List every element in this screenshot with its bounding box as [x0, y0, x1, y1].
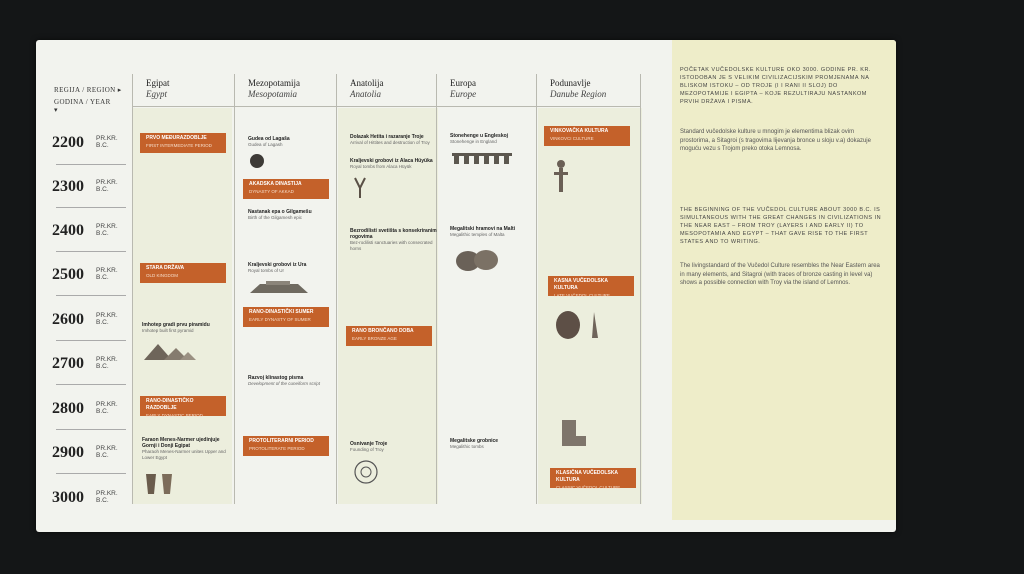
- year-arrow-icon: ▾: [54, 106, 58, 114]
- event-megalithic-tombs: Megalitske grobnice Megalithic tombs: [450, 438, 499, 449]
- year-row: [52, 444, 132, 474]
- year-value: 2700: [52, 355, 84, 372]
- gudea-head-icon: [248, 152, 266, 170]
- year-value: 2500: [52, 266, 84, 283]
- period-vinkovci: VINKOVAČKA KULTURA VINKOVCI CULTURE: [544, 126, 630, 146]
- column-name: Anatolija: [350, 78, 384, 88]
- column-name-en: Egypt: [146, 89, 167, 99]
- vucedol-boot-icon: [556, 418, 588, 448]
- year-row: [52, 266, 132, 296]
- header-rule: [132, 106, 640, 107]
- period-early-dynastic: RANO-DINASTIČKO RAZDOBLJE EARLY DYNASTIC PERIOD: [140, 396, 226, 416]
- stonehenge-icon: [452, 151, 512, 165]
- grid-line: [640, 74, 641, 504]
- ziggurat-icon: [248, 280, 310, 294]
- column-name: Mezopotamija: [248, 78, 300, 88]
- event-gudea: Gudea od Lagaša Gudea of Lagash: [248, 136, 290, 147]
- pyramids-icon: [142, 340, 198, 362]
- timeline-panel: [36, 40, 896, 532]
- period-early-sumer: RANO-DINASTIČKI SUMER EARLY DYNASTY OF SUMER: [243, 307, 329, 327]
- column-name: Podunavlje: [550, 78, 591, 88]
- event-alaca: Kraljevski grobovi iz Alaca Hüyüka Royal tombs from Alaca Hüyük: [350, 158, 433, 169]
- event-gilgamesh: Nastanak epa o Gilgamešu Birth of the Gilgamesh epic: [248, 209, 312, 220]
- info-side-panel: [672, 40, 896, 520]
- year-suffix: PR.KR. B.C.: [96, 267, 118, 281]
- vucedol-vessel-icon: [554, 308, 602, 342]
- event-malta: Megalitski hramovi na Malti Megalithic temples of Malta: [450, 226, 516, 237]
- period-akkad: AKADSKA DINASTIJA DYNASTY OF AKKAD: [243, 179, 329, 199]
- grid-line: [132, 74, 133, 504]
- row-rule: [56, 207, 126, 208]
- event-troy-founding: Osnivanje Troje Founding of Troy: [350, 441, 388, 452]
- column-header-anatolia: [350, 78, 384, 100]
- malta-temple-icon: [454, 248, 500, 274]
- row-rule: [56, 384, 126, 385]
- period-classic-vucedol: KLASIČNA VUČEDOLSKA KULTURA CLASSIC VUČEDOL CULTURE: [550, 468, 636, 488]
- year-row: [52, 400, 132, 430]
- stag-figure-icon: [352, 176, 368, 202]
- row-rule: [56, 295, 126, 296]
- column-header-danube: [550, 78, 606, 100]
- event-sanctuaries: Bezrodilisti svetišta s konsekriranim rogovima Bez-rodilisti sanctuaries with consecrated horns: [350, 228, 437, 251]
- year-suffix: PR.KR. B.C.: [96, 356, 118, 370]
- row-rule: [56, 340, 126, 341]
- column-header-europe: [450, 78, 476, 100]
- year-value: 2200: [52, 134, 84, 151]
- vessels-icon: [142, 472, 182, 496]
- year-row: [52, 489, 132, 519]
- row-rule: [56, 429, 126, 430]
- row-rule: [56, 473, 126, 474]
- year-value: 3000: [52, 489, 84, 506]
- year-row: [52, 355, 132, 385]
- year-suffix: PR.KR. B.C.: [96, 223, 118, 237]
- event-stonehenge: Stonehenge u Engleskoj Stonehenge in England: [450, 133, 509, 144]
- event-troy-destruction: Dolazak Hetita i razaranje Troje Arrival of Hittites and destruction of Troy: [350, 134, 430, 145]
- event-ur: Kraljevski grobovi iz Ura Royal tombs of Ur: [248, 262, 307, 273]
- year-suffix: PR.KR. B.C.: [96, 445, 118, 459]
- paragraph-en: The livingstandard of the Vučedol Culture resembles the Near Eastern area in many elements, and Sitagroi (with traces of bronze casting in level va) shows a possible connection with Troy via the island of Lemnos.: [680, 263, 880, 286]
- year-suffix: PR.KR. B.C.: [96, 401, 118, 415]
- year-value: 2400: [52, 222, 84, 239]
- figurine-icon: [552, 158, 570, 196]
- period-old-kingdom: STARA DRŽAVA OLD KINGDOM: [140, 263, 226, 283]
- region-label: REGIJA / REGION ▸: [54, 86, 122, 94]
- column-name-en: Danube Region: [550, 89, 607, 99]
- year-row: [52, 134, 132, 164]
- column-name-en: Europe: [450, 89, 477, 99]
- year-row: [52, 178, 132, 208]
- column-name-en: Mesopotamia: [248, 89, 297, 99]
- troy-plan-icon: [352, 458, 380, 486]
- year-label: GODINA / YEAR: [54, 98, 111, 106]
- period-protoliterate: PROTOLITERARNI PERIOD PROTOLITERATE PERIOD: [243, 436, 329, 456]
- grid-line: [336, 74, 337, 504]
- event-cuneiform: Razvoj klinastog pisma Development of the cuneiform script: [248, 375, 321, 386]
- year-value: 2800: [52, 400, 84, 417]
- year-value: 2900: [52, 444, 84, 461]
- row-rule: [56, 251, 126, 252]
- year-suffix: PR.KR. B.C.: [96, 490, 118, 504]
- intro-text-hr: POČETAK VUČEDOLSKE KULTURE OKO 3000. GODINE PR. KR. ISTODOBAN JE S VELIKIM CIVILIZACIJSKIM PROMJENAMA NA BLISKOM ISTOKU – OD TROJE (I I RANI II SLOJ) DO MEZOPOTAMIJE I EGIPTA – KOJE REZULTIRAJU NASTANKOM PRVIH DRŽAVA I PISMA.: [680, 67, 871, 105]
- column-header-egypt: [146, 78, 170, 100]
- grid-line: [234, 74, 235, 504]
- year-row: [52, 222, 132, 252]
- row-rule: [56, 164, 126, 165]
- column-name: Egipat: [146, 78, 170, 88]
- period-late-vucedol: KASNA VUČEDOLSKA KULTURA LATE VUČEDOL CULTURE: [548, 276, 634, 296]
- paragraph-hr: Standard vučedolske kulture u mnogim je elementima blizak ovim prostorima, a Sitagroi (s tragovima lijevanja bronce u sloju v.a) dokazuje moguću vezu s Trojom preko otoka Lemnosa.: [680, 129, 871, 152]
- year-suffix: PR.KR. B.C.: [96, 135, 118, 149]
- period-early-bronze: RANO BRONČANO DOBA EARLY BRONZE AGE: [346, 326, 432, 346]
- period-first-intermediate: PRVO MEĐURAZDOBLJE FIRST INTERMEDIATE PERIOD: [140, 133, 226, 153]
- year-value: 2600: [52, 311, 84, 328]
- column-name-en: Anatolia: [350, 89, 381, 99]
- event-menes: Faraon Menes-Narmer ujedinjuje Gornji i Donji Egipat Pharaoh Menes-Narmer unites Upper and Lower Egypt: [142, 437, 226, 460]
- event-pyramid: Imhotep gradi prvu piramidu Imhotep built first pyramid: [142, 322, 210, 333]
- year-suffix: PR.KR. B.C.: [96, 312, 118, 326]
- year-value: 2300: [52, 178, 84, 195]
- column-name: Europa: [450, 78, 476, 88]
- year-row: [52, 311, 132, 341]
- column-header-mesopotamia: [248, 78, 300, 100]
- year-suffix: PR.KR. B.C.: [96, 179, 118, 193]
- intro-text-en: THE BEGINNING OF THE VUČEDOL CULTURE ABOUT 3000 B.C. IS SIMULTANEOUS WITH THE GREAT CHANGES IN CIVILIZATIONS IN THE NEAR EAST – FROM TROY (LAYERS I AND EARLY II) TO MESOPOTAMIA AND EGYPT – THAT GAVE RISE TO THE FIRST STATES AND TO WRITING.: [680, 207, 882, 245]
